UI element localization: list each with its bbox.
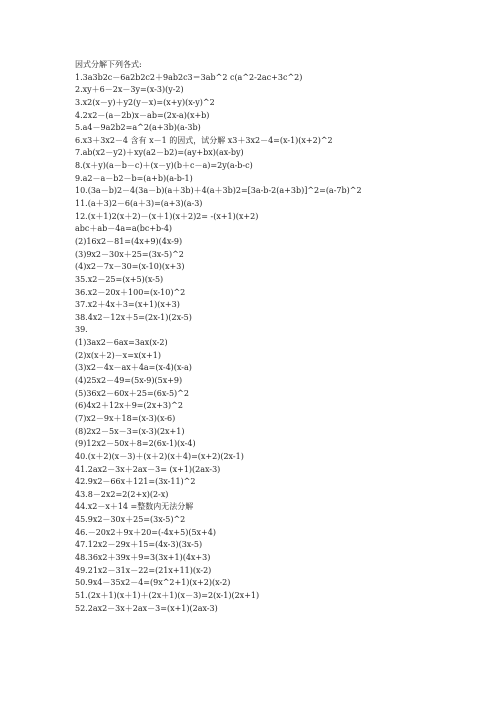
text-line: (4)x2－7x－30=(x-10)(x+3) [75,262,185,272]
text-line: (8)2x2－5x－3=(x-3)(2x+1) [75,426,185,436]
text-line: (9)12x2－50x＋8=2(6x-1)(x-4) [75,439,196,449]
text-line: 43.8－2x2=2(2+x)(2-x) [75,489,169,499]
text-line: 39. [75,325,88,335]
text-line: 5.a4－9a2b2=a^2(a+3b)(a-3b) [75,123,201,133]
text-line: (1)3ax2－6ax=3ax(x-2) [75,338,168,348]
document-content [75,59,475,615]
text-line: 7.ab(x2－y2)＋xy(a2－b2)=(ay+bx)(ax-by) [75,148,244,158]
text-line: 51.(2x＋1)(x＋1)＋(2x＋1)(x－3)=2(x-1)(2x+1) [75,590,260,600]
text-line: 3.x2(x－y)＋y2(y－x)=(x+y)(x-y)^2 [75,97,215,107]
text-line: 40.(x＋2)(x－3)＋(x＋2)(x＋4)=(x+2)(2x-1) [75,451,244,461]
text-line: 47.12x2－29x＋15=(4x-3)(3x-5) [75,540,203,550]
text-line: 36.x2－20x＋100=(x-10)^2 [75,287,186,297]
text-line: 48.36x2＋39x＋9=3(3x+1)(4x+3) [75,552,211,562]
text-line: 10.(3a－b)2－4(3a－b)(a＋3b)＋4(a＋3b)2=[3a-b-2(a+3b)]^2=(a-7b)^2 [75,186,362,196]
text-line: 11.(a＋3)2－6(a＋3)=(a+3)(a-3) [75,199,203,209]
text-line: 52.2ax2－3x＋2ax－3=(x+1)(2ax-3) [75,603,218,613]
text-line: (3)x2－4x－ax＋4a=(x-4)(x-a) [75,363,192,373]
text-line: 35.x2－25=(x+5)(x-5) [75,274,164,284]
text-line: (4)25x2－49=(5x-9)(5x+9) [75,376,183,386]
text-line: 6.x3＋3x2－4 含有 x－1 的因式，试分解 x3＋3x2－4=(x-1)(x+2)^2 [75,135,333,145]
text-line: 4.2x2－(a－2b)x－ab=(2x-a)(x+b) [75,110,210,120]
text-line: abc＋ab－4a=a(bc+b-4) [75,224,173,234]
text-line: (2)16x2－81=(4x+9)(4x-9) [75,236,183,246]
text-line: 1.3a3b2c－6a2b2c2＋9ab2c3＝3ab^2 c(a^2-2ac+3c^2) [75,72,303,82]
text-line: 46.－20x2＋9x＋20=(-4x+5)(5x+4) [75,527,216,537]
text-line: 8.(x＋y)(a－b－c)＋(x－y)(b＋c－a)=2y(a-b-c) [75,161,253,171]
text-line: 38.4x2－12x＋5=(2x-1)(2x-5) [75,312,192,322]
text-line: 41.2ax2－3x＋2ax－3= (x+1)(2ax-3) [75,464,221,474]
text-line: 9.a2－a－b2－b=(a+b)(a-b-1) [75,173,193,183]
text-line: 50.9x4－35x2－4=(9x^2+1)(x+2)(x-2) [75,578,231,588]
text-line: (2)x(x＋2)－x=x(x+1) [75,350,161,360]
text-line: (7)x2－9x＋18=(x-3)(x-6) [75,413,176,423]
text-line: 49.21x2－31x－22=(21x+11)(x-2) [75,565,212,575]
document-title: 因式分解下列各式: [75,60,142,69]
text-line: 2.xy＋6－2x－3y=(x-3)(y-2) [75,85,184,95]
text-line: 12.(x＋1)2(x＋2)－(x＋1)(x＋2)2= -(x+1)(x+2) [75,211,259,221]
text-line: (6)4x2＋12x＋9=(2x+3)^2 [75,401,183,411]
text-line: (3)9x2－30x＋25=(3x-5)^2 [75,249,184,259]
text-line: 45.9x2－30x＋25=(3x-5)^2 [75,515,186,525]
text-line: 37.x2＋4x＋3=(x+1)(x+3) [75,300,180,310]
text-line: 44.x2－x＋14 =整数内无法分解 [75,502,194,512]
text-line: 42.9x2－66x＋121=(3x-11)^2 [75,477,196,487]
text-line: (5)36x2－60x＋25=(6x-5)^2 [75,388,189,398]
